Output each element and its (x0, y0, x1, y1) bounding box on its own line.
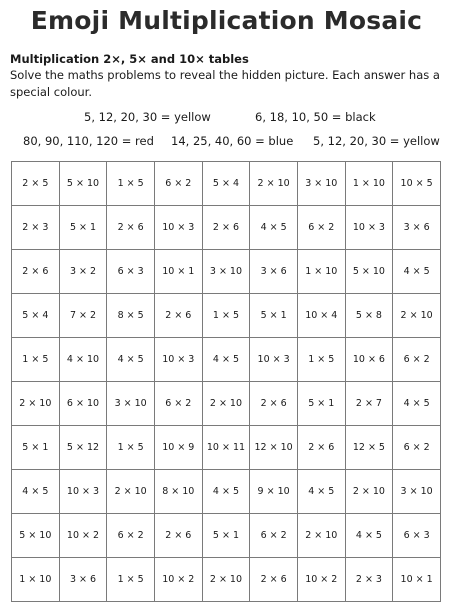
grid-cell[interactable]: 4 × 5 (393, 382, 441, 426)
grid-cell[interactable]: 4 × 5 (202, 338, 250, 382)
grid-row (12, 162, 441, 206)
grid-cell[interactable]: 7 × 2 (59, 294, 107, 338)
grid-cell[interactable]: 1 × 5 (202, 294, 250, 338)
grid-cell[interactable]: 2 × 10 (297, 514, 345, 558)
grid-cell[interactable]: 2 × 10 (107, 470, 155, 514)
grid-cell[interactable]: 2 × 6 (297, 426, 345, 470)
grid-cell[interactable]: 3 × 2 (59, 250, 107, 294)
grid-cell[interactable]: 6 × 2 (154, 162, 202, 206)
grid-cell[interactable]: 10 × 1 (393, 558, 441, 602)
grid-cell[interactable]: 4 × 5 (345, 514, 393, 558)
grid-cell[interactable]: 2 × 6 (107, 206, 155, 250)
grid-cell[interactable]: 4 × 5 (297, 470, 345, 514)
page-title: Emoji Multiplication Mosaic (30, 6, 423, 35)
grid-cell[interactable]: 12 × 5 (345, 426, 393, 470)
grid-cell[interactable]: 6 × 3 (393, 514, 441, 558)
grid-cell[interactable]: 5 × 10 (345, 250, 393, 294)
grid-cell[interactable]: 2 × 3 (12, 206, 60, 250)
grid-cell[interactable]: 5 × 4 (202, 162, 250, 206)
grid-cell[interactable]: 3 × 10 (107, 382, 155, 426)
grid-cell[interactable]: 3 × 10 (202, 250, 250, 294)
grid-cell[interactable]: 6 × 2 (154, 382, 202, 426)
grid-cell[interactable]: 1 × 5 (107, 426, 155, 470)
grid-cell[interactable]: 2 × 6 (250, 558, 298, 602)
grid-cell[interactable]: 4 × 10 (59, 338, 107, 382)
grid-row (12, 514, 441, 558)
grid-cell[interactable]: 2 × 10 (12, 382, 60, 426)
grid-cell[interactable]: 4 × 5 (202, 470, 250, 514)
grid-cell[interactable]: 10 × 6 (345, 338, 393, 382)
grid-cell[interactable]: 12 × 10 (250, 426, 298, 470)
mosaic-grid (11, 161, 441, 602)
grid-cell[interactable]: 1 × 5 (107, 558, 155, 602)
grid-cell[interactable]: 9 × 10 (250, 470, 298, 514)
grid-cell[interactable]: 2 × 7 (345, 382, 393, 426)
grid-cell[interactable]: 2 × 3 (345, 558, 393, 602)
grid-cell[interactable]: 4 × 5 (393, 250, 441, 294)
grid-cell[interactable]: 2 × 5 (12, 162, 60, 206)
grid-cell[interactable]: 3 × 6 (59, 558, 107, 602)
grid-cell[interactable]: 2 × 6 (12, 250, 60, 294)
grid-row (12, 206, 441, 250)
grid-cell[interactable]: 2 × 6 (202, 206, 250, 250)
grid-cell[interactable]: 10 × 5 (393, 162, 441, 206)
grid-cell[interactable]: 5 × 10 (59, 162, 107, 206)
grid-cell[interactable]: 2 × 6 (154, 514, 202, 558)
grid-cell[interactable]: 6 × 2 (297, 206, 345, 250)
grid-cell[interactable]: 3 × 6 (250, 250, 298, 294)
grid-cell[interactable]: 2 × 10 (202, 558, 250, 602)
grid-cell[interactable]: 4 × 5 (107, 338, 155, 382)
color-key-blue: 14, 25, 40, 60 = blue (171, 134, 294, 148)
subtitle: Multiplication 2×, 5× and 10× tables (10, 52, 249, 66)
grid-row (12, 426, 441, 470)
grid-cell[interactable]: 2 × 6 (250, 382, 298, 426)
instructions: Solve the maths problems to reveal the hidden picture. Each answer has a special colour. (10, 68, 440, 99)
grid-cell[interactable]: 10 × 2 (154, 558, 202, 602)
grid-cell[interactable]: 1 × 10 (12, 558, 60, 602)
grid-cell[interactable]: 3 × 6 (393, 206, 441, 250)
grid-row (12, 338, 441, 382)
color-key-black: 6, 18, 10, 50 = black (255, 110, 376, 124)
grid-cell[interactable]: 1 × 5 (107, 162, 155, 206)
color-key-yellow-2: 5, 12, 20, 30 = yellow (313, 134, 440, 148)
grid-cell[interactable]: 5 × 8 (345, 294, 393, 338)
grid-cell[interactable]: 10 × 2 (297, 558, 345, 602)
grid-cell[interactable]: 10 × 2 (59, 514, 107, 558)
grid-cell[interactable]: 6 × 10 (59, 382, 107, 426)
grid-cell[interactable]: 1 × 5 (12, 338, 60, 382)
grid-cell[interactable]: 2 × 10 (393, 294, 441, 338)
grid-row (12, 250, 441, 294)
grid-cell[interactable]: 8 × 10 (154, 470, 202, 514)
color-key-red: 80, 90, 110, 120 = red (23, 134, 154, 148)
grid-row (12, 294, 441, 338)
grid-cell[interactable]: 1 × 10 (345, 162, 393, 206)
grid-cell[interactable]: 2 × 10 (250, 162, 298, 206)
grid-cell[interactable]: 10 × 1 (154, 250, 202, 294)
grid-row (12, 470, 441, 514)
grid-cell[interactable]: 10 × 3 (154, 206, 202, 250)
grid-cell[interactable]: 6 × 2 (393, 338, 441, 382)
grid-cell[interactable]: 10 × 3 (345, 206, 393, 250)
grid-cell[interactable]: 10 × 9 (154, 426, 202, 470)
grid-cell[interactable]: 8 × 5 (107, 294, 155, 338)
grid-cell[interactable]: 5 × 1 (202, 514, 250, 558)
grid-cell[interactable]: 1 × 5 (297, 338, 345, 382)
grid-cell[interactable]: 6 × 2 (393, 426, 441, 470)
grid-cell[interactable]: 10 × 11 (202, 426, 250, 470)
grid-cell[interactable]: 10 × 3 (59, 470, 107, 514)
grid-cell[interactable]: 5 × 10 (12, 514, 60, 558)
grid-cell[interactable]: 6 × 2 (107, 514, 155, 558)
grid-cell[interactable]: 5 × 12 (59, 426, 107, 470)
color-key-yellow: 5, 12, 20, 30 = yellow (84, 110, 211, 124)
grid-cell[interactable]: 5 × 4 (12, 294, 60, 338)
grid-cell[interactable]: 10 × 3 (154, 338, 202, 382)
grid-cell[interactable]: 2 × 10 (345, 470, 393, 514)
grid-cell[interactable]: 10 × 4 (297, 294, 345, 338)
grid-row (12, 382, 441, 426)
grid-cell[interactable]: 5 × 1 (250, 294, 298, 338)
grid-cell[interactable]: 6 × 3 (107, 250, 155, 294)
grid-cell[interactable]: 5 × 1 (297, 382, 345, 426)
grid-cell[interactable]: 10 × 3 (250, 338, 298, 382)
grid-cell[interactable]: 6 × 2 (250, 514, 298, 558)
grid-cell[interactable]: 3 × 10 (297, 162, 345, 206)
grid-cell[interactable]: 4 × 5 (12, 470, 60, 514)
grid-cell[interactable]: 1 × 10 (297, 250, 345, 294)
grid-cell[interactable]: 3 × 10 (393, 470, 441, 514)
grid-cell[interactable]: 2 × 10 (202, 382, 250, 426)
grid-cell[interactable]: 5 × 1 (59, 206, 107, 250)
grid-cell[interactable]: 4 × 5 (250, 206, 298, 250)
grid-cell[interactable]: 2 × 6 (154, 294, 202, 338)
grid-cell[interactable]: 5 × 1 (12, 426, 60, 470)
grid-row (12, 558, 441, 602)
